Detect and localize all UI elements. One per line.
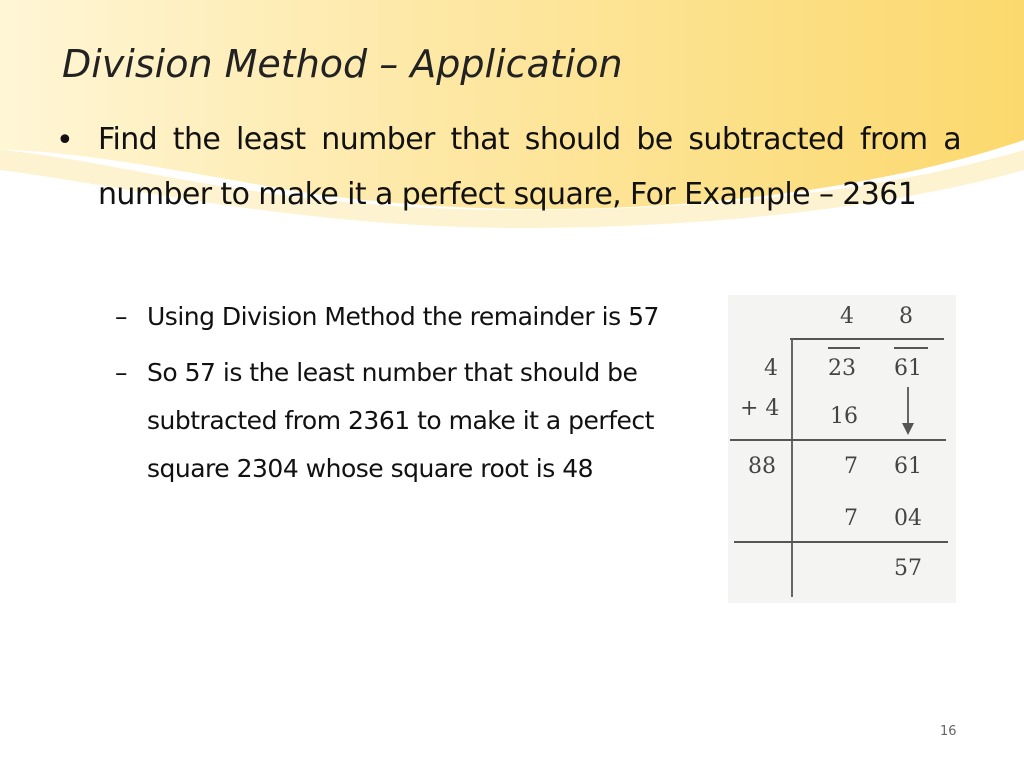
subtract-value: 04 [894, 506, 922, 531]
subtract-value: 16 [830, 404, 858, 429]
sub-bullet [115, 349, 695, 493]
carry-value: 61 [894, 454, 922, 479]
divisor-2: 88 [748, 454, 776, 479]
sub-bullet [115, 293, 695, 341]
main-bullet [56, 112, 961, 222]
bullet-dot-icon: • [56, 123, 74, 158]
dash-icon: – [115, 302, 127, 331]
quotient-digit: 4 [840, 304, 854, 329]
remainder-value: 57 [894, 556, 922, 581]
add-divisor: + 4 [740, 396, 780, 421]
divisor-1: 4 [764, 356, 778, 381]
sub-bullet-list [115, 293, 695, 501]
subtract-value: 7 [844, 506, 858, 531]
slide-title: Division Method – Application [62, 42, 623, 86]
arrow-head-icon [902, 423, 914, 435]
main-bullet-text: Find the least number that should be subtracted from a number to make it a perfect square, For Example – 2361 [98, 122, 961, 212]
dividend-pair: 61 [894, 356, 922, 381]
dash-icon: – [115, 358, 127, 387]
dividend-pair: 23 [828, 356, 856, 381]
sub-bullet-text: Using Division Method the remainder is 57 [147, 302, 659, 331]
carry-value: 7 [844, 454, 858, 479]
long-division-image [728, 295, 956, 603]
sub-bullet-text: So 57 is the least number that should be subtracted from 2361 to make it a perfect square 2304 whose square root is 48 [147, 358, 654, 483]
quotient-digit: 8 [899, 304, 913, 329]
page-number: 16 [940, 724, 957, 739]
